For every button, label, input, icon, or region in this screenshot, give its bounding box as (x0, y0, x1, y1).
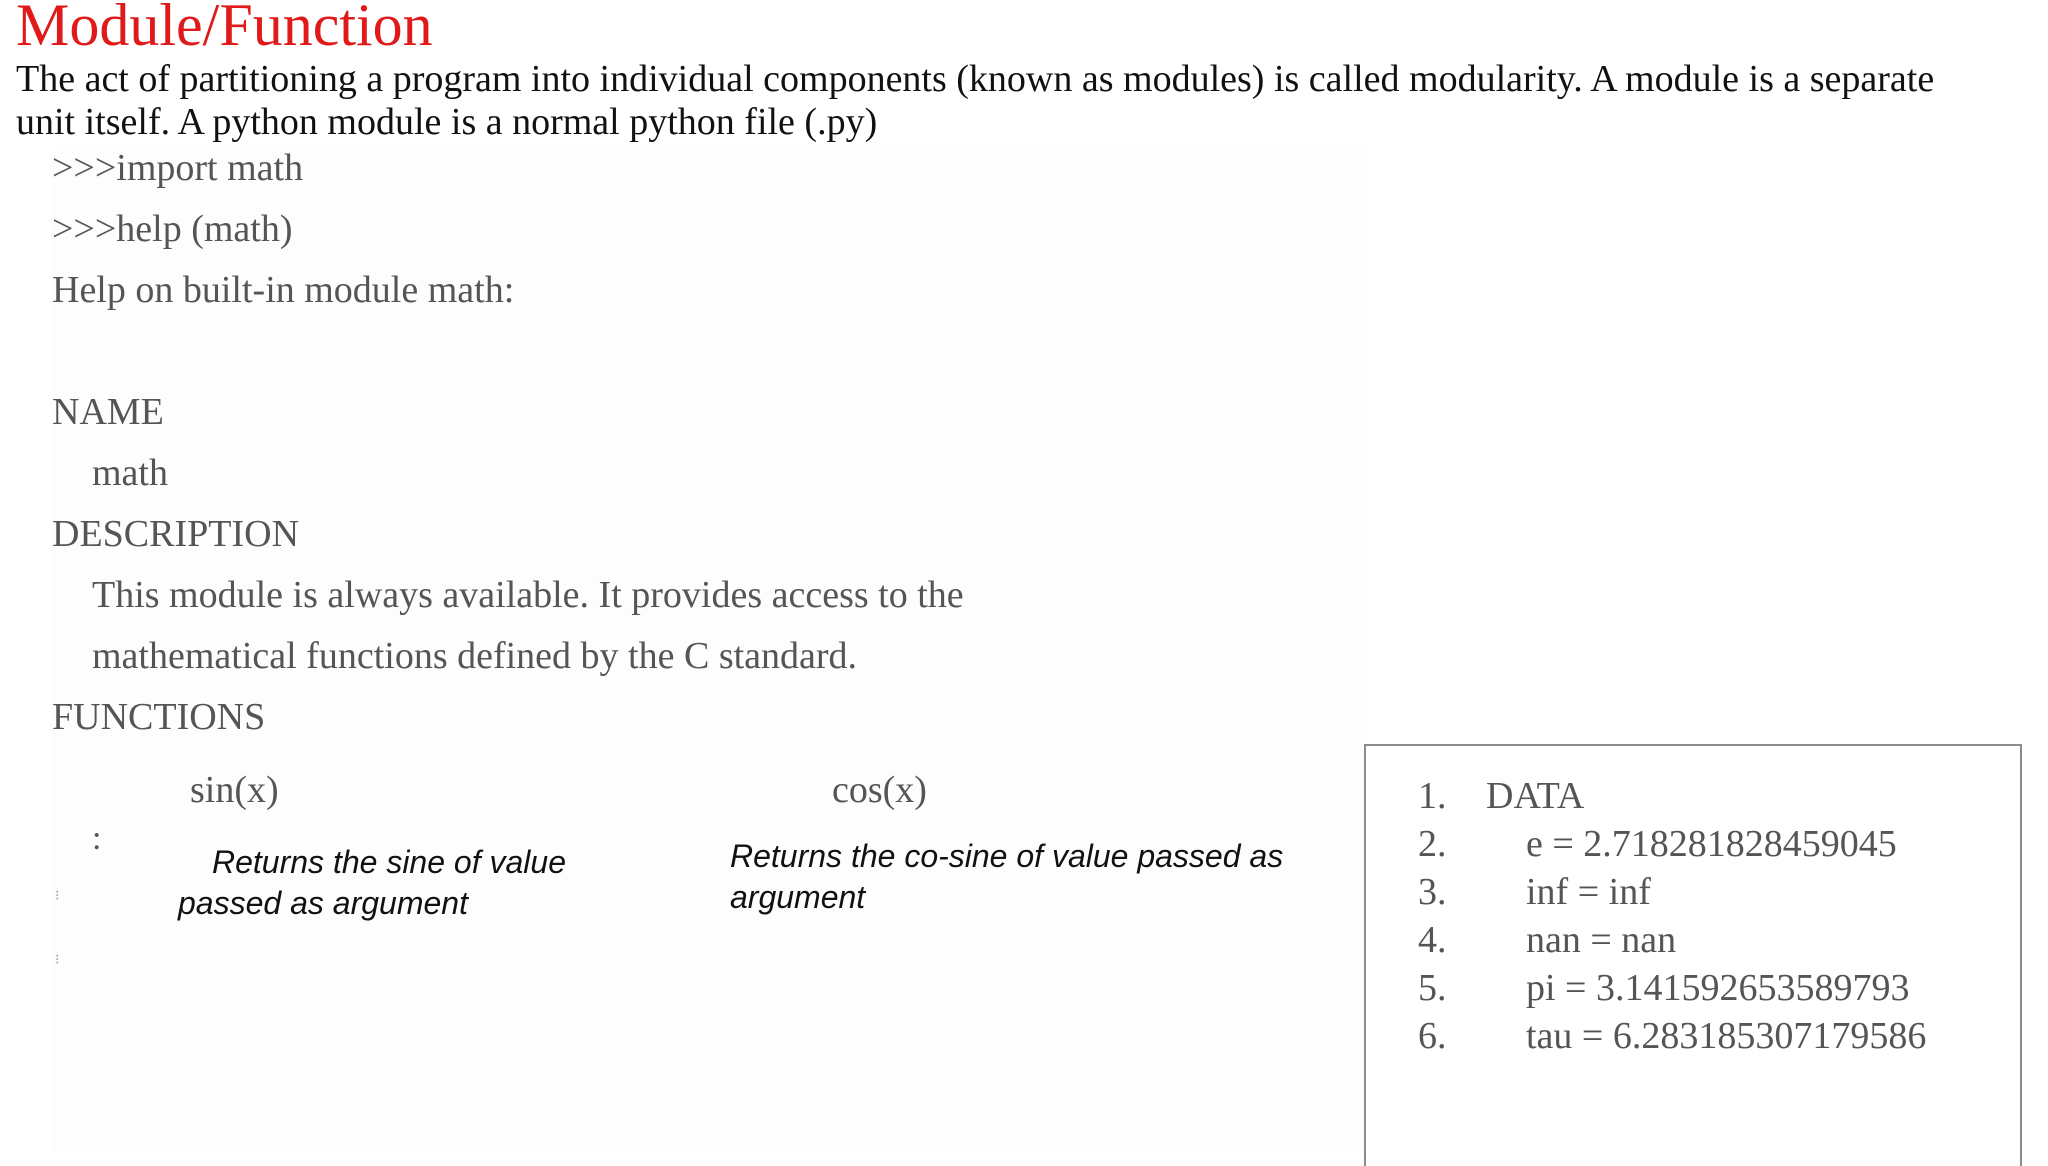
help-command: >>>help (math) (52, 208, 293, 250)
list-number: 1. (1418, 775, 1447, 817)
description-heading: DESCRIPTION (52, 513, 300, 555)
list-number: 3. (1418, 871, 1447, 913)
data-entry: tau = 6.283185307179586 (1526, 1015, 1927, 1057)
data-entry: pi = 3.141592653589793 (1526, 967, 1910, 1009)
intro-paragraph: The act of partitioning a program into individual components (known as modules) is called modularity. A module is a separate unit itself. A python module is a normal python file (.py) (16, 58, 1935, 143)
page-title: Module/Function (16, 0, 433, 58)
description-line-2: mathematical functions defined by the C standard. (92, 635, 858, 677)
function-name-sin: sin(x) (190, 769, 279, 811)
name-value: math (92, 452, 168, 494)
list-number: 6. (1418, 1015, 1447, 1057)
data-heading: DATA (1486, 775, 1585, 817)
help-header: Help on built-in module math: (52, 269, 515, 311)
dot-mark: ⁝ (55, 952, 60, 968)
function-description-cos: Returns the co-sine of value passed as argument (730, 838, 1284, 915)
import-command: >>>import math (52, 147, 304, 189)
function-description-sin: Returns the sine of value passed as argument (178, 844, 566, 921)
list-number: 4. (1418, 919, 1447, 961)
dot-mark: ⁝ (55, 888, 60, 904)
function-name-cos: cos(x) (832, 769, 927, 811)
data-entry: nan = nan (1526, 919, 1677, 961)
data-box (1364, 744, 2022, 1166)
list-number: 5. (1418, 967, 1447, 1009)
list-number: 2. (1418, 823, 1447, 865)
functions-heading: FUNCTIONS (52, 696, 266, 738)
data-entry: inf = inf (1526, 871, 1651, 913)
name-heading: NAME (52, 391, 164, 433)
description-line-1: This module is always available. It provides access to the (92, 574, 964, 616)
colon-mark: : (92, 820, 102, 857)
data-entry: e = 2.718281828459045 (1526, 823, 1897, 865)
